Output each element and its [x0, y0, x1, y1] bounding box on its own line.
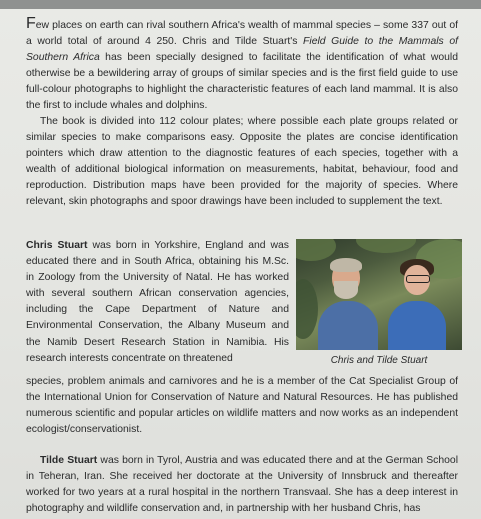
author-photo	[296, 239, 462, 350]
chris-bio-continued: species, problem animals and carnivores and he is a member of the Cat Specialist Group of the International Union for Conservation of Nature and Natural Resources. He has published numerous scientific and popular articles on wildlife matters and now works as an independent ecologist/conservationist.	[26, 376, 458, 436]
book-title: Field Guide to the Mammals of Southern Africa	[26, 36, 458, 63]
chris-bio-text-a: was born in Yorkshire, England and was educated there and in South Africa, obtaining his M.Sc. in Zoology from the University of Natal. He has worked with several southern African conservation agencies, including the Cape Department of Nature and Environmental Conservation, the Albany Museum and the Namib Desert Research Station in Namibia. His research interests concentrate on threatened	[26, 240, 289, 364]
intro-paragraph-2: The book is divided into 112 colour plates; where possible each plate groups related or similar species to make comparisons easy. Opposite the plates are concise identification pointers which draw attention to the diagnostic features of each species, together with a wealth of additional biological information on measurements, habitat, behaviour, food and reproduction. Distribution maps have been provided for the majority of species. Where relevant, skin photographs and spoor drawings have been included to supplement the text.	[26, 116, 458, 207]
intro-paragraph-1	[26, 16, 458, 114]
tilde-bio	[26, 453, 458, 517]
intro-section	[26, 16, 458, 210]
tilde-bio-text: was born in Tyrol, Austria and was educated there and at the German School in Teheran, Iran. She received her doctorate at the University of Innsbruck and thereafter worked for two years at a rural hospital in the northern Transvaal. She has a deep interest in photography and wildlife conservation and, in partnership with her husband Chris, has	[26, 455, 459, 515]
top-border-strip	[0, 0, 481, 9]
chris-bio	[26, 238, 289, 367]
intro-first-letter: F	[26, 15, 36, 32]
intro-p1-part-b: has been specially designed to facilitate the identification of what would otherwise be a bewildering array of groups of similar species and is the first field guide to use full-colour photographs to highlight the characteristic features of each land mammal. It is also the first to include whales and dolphins.	[26, 52, 458, 111]
tilde-name: Tilde Stuart	[40, 455, 98, 466]
chris-figure	[318, 261, 378, 350]
tilde-figure	[388, 259, 446, 350]
intro-p1-part-a: ew places on earth can rival southern Africa's wealth of mammal species – some 337 out of a world total of around 4 250. Chris and Tilde Stuart's	[26, 20, 458, 47]
chris-name: Chris Stuart	[26, 240, 88, 251]
photo-caption: Chris and Tilde Stuart	[330, 355, 428, 366]
